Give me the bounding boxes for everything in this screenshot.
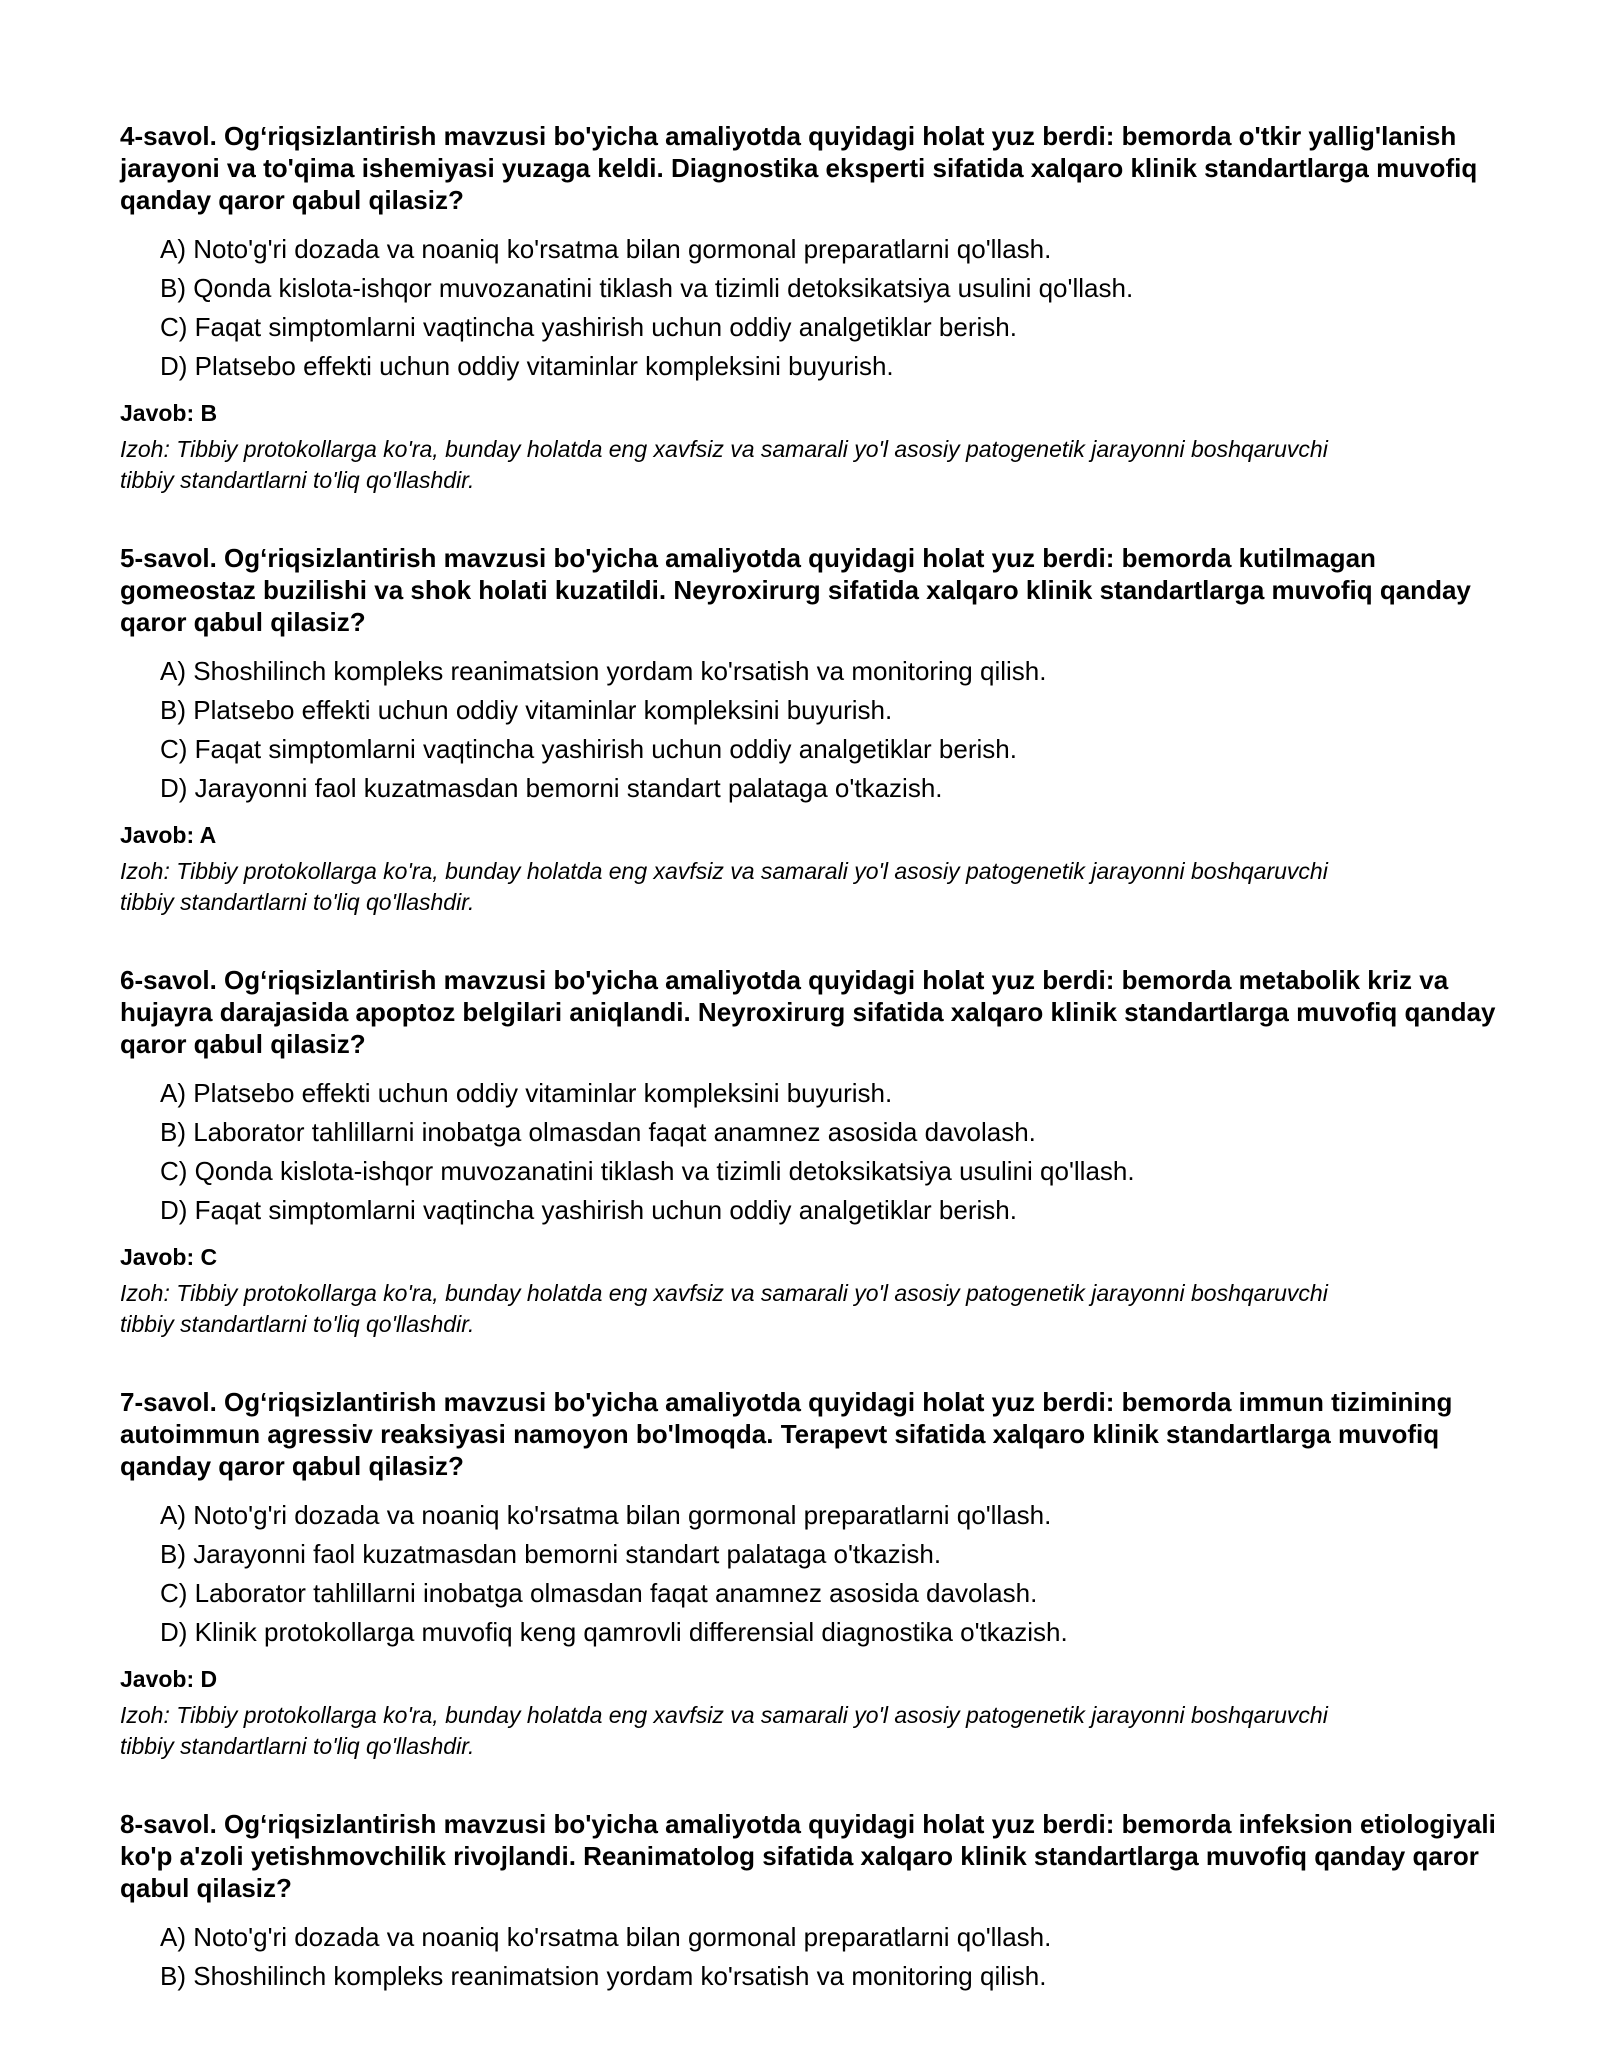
answer: Javob: A — [120, 822, 217, 848]
explanation-note: Izoh: Tibbiy protokollarga ko'ra, bunday holatda eng xavfsiz va samarali yo'l asosiy patogenetik jarayonni boshqaruvchi tibbiy standartlarni to'liq qo'llashdir. — [120, 436, 1328, 493]
option-b: B) Laborator tahlillarni inobatga olmasdan faqat anamnez asosida davolash. — [160, 1117, 1036, 1147]
option-d: D) Faqat simptomlarni vaqtincha yashirish uchun oddiy analgetiklar berish. — [160, 1195, 1017, 1225]
explanation-note: Izoh: Tibbiy protokollarga ko'ra, bunday holatda eng xavfsiz va samarali yo'l asosiy patogenetik jarayonni boshqaruvchi tibbiy standartlarni to'liq qo'llashdir. — [120, 1280, 1328, 1337]
option-list — [120, 652, 1500, 808]
option-a: A) Noto'g'ri dozada va noaniq ko'rsatma bilan gormonal preparatlarni qo'llash. — [160, 1500, 1052, 1530]
question-6 — [120, 964, 1500, 1340]
question-text: 7-savol. Og‘riqsizlantirish mavzusi bo'yicha amaliyotda quyidagi holat yuz berdi: bemorda immun tizimining autoimmun agressiv reaksiyasi namoyon bo'lmoqda. Terapevt sifatida xalqaro klinik standartlarga muvofiq qanday qaror qabul qilasiz? — [120, 1387, 1453, 1481]
explanation-note: Izoh: Tibbiy protokollarga ko'ra, bunday holatda eng xavfsiz va samarali yo'l asosiy patogenetik jarayonni boshqaruvchi tibbiy standartlarni to'liq qo'llashdir. — [120, 858, 1328, 915]
option-a: A) Platsebo effekti uchun oddiy vitaminlar kompleksini buyurish. — [160, 1078, 893, 1108]
option-list — [120, 1496, 1500, 1652]
option-b: B) Jarayonni faol kuzatmasdan bemorni standart palataga o'tkazish. — [160, 1539, 942, 1569]
option-b: B) Shoshilinch kompleks reanimatsion yordam ko'rsatish va monitoring qilish. — [160, 1961, 1047, 1991]
option-d: D) Platsebo effekti uchun oddiy vitaminlar kompleksini buyurish. — [160, 351, 894, 381]
option-a: A) Shoshilinch kompleks reanimatsion yordam ko'rsatish va monitoring qilish. — [160, 656, 1047, 686]
option-list — [120, 1074, 1500, 1230]
question-4 — [120, 120, 1500, 496]
document-page — [120, 120, 1500, 2042]
option-a: A) Noto'g'ri dozada va noaniq ko'rsatma bilan gormonal preparatlarni qo'llash. — [160, 234, 1052, 264]
explanation-note: Izoh: Tibbiy protokollarga ko'ra, bunday holatda eng xavfsiz va samarali yo'l asosiy patogenetik jarayonni boshqaruvchi tibbiy standartlarni to'liq qo'llashdir. — [120, 1702, 1328, 1759]
option-c: C) Faqat simptomlarni vaqtincha yashirish uchun oddiy analgetiklar berish. — [160, 734, 1017, 764]
question-5 — [120, 542, 1500, 918]
option-list — [120, 1918, 1500, 1996]
option-d: D) Jarayonni faol kuzatmasdan bemorni standart palataga o'tkazish. — [160, 773, 943, 803]
answer: Javob: D — [120, 1666, 218, 1692]
question-7 — [120, 1386, 1500, 1762]
option-c: C) Faqat simptomlarni vaqtincha yashirish uchun oddiy analgetiklar berish. — [160, 312, 1017, 342]
question-8 — [120, 1808, 1500, 1996]
option-c: C) Laborator tahlillarni inobatga olmasdan faqat anamnez asosida davolash. — [160, 1578, 1038, 1608]
option-b: B) Qonda kislota-ishqor muvozanatini tiklash va tizimli detoksikatsiya usulini qo'llash. — [160, 273, 1134, 303]
question-text: 6-savol. Og‘riqsizlantirish mavzusi bo'yicha amaliyotda quyidagi holat yuz berdi: bemorda metabolik kriz va hujayra darajasida apoptoz belgilari aniqlandi. Neyroxirurg sifatida xalqaro klinik standartlarga muvofiq qanday qaror qabul qilasiz? — [120, 965, 1496, 1059]
option-d: D) Klinik protokollarga muvofiq keng qamrovli differensial diagnostika o'tkazish. — [160, 1617, 1068, 1647]
question-text: 5-savol. Og‘riqsizlantirish mavzusi bo'yicha amaliyotda quyidagi holat yuz berdi: bemorda kutilmagan gomeostaz buzilishi va shok holati kuzatildi. Neyroxirurg sifatida xalqaro klinik standartlarga muvofiq qanday qaror qabul qilasiz? — [120, 543, 1471, 637]
question-text: 8-savol. Og‘riqsizlantirish mavzusi bo'yicha amaliyotda quyidagi holat yuz berdi: bemorda infeksion etiologiyali ko'p a'zoli yetishmovchilik rivojlandi. Reanimatolog sifatida xalqaro klinik standartlarga muvofiq qanday qaror qabul qilasiz? — [120, 1809, 1496, 1903]
option-list — [120, 230, 1500, 386]
answer: Javob: B — [120, 400, 218, 426]
option-b: B) Platsebo effekti uchun oddiy vitaminlar kompleksini buyurish. — [160, 695, 893, 725]
question-text: 4-savol. Og‘riqsizlantirish mavzusi bo'yicha amaliyotda quyidagi holat yuz berdi: bemorda o'tkir yallig'lanish jarayoni va to'qima ishemiyasi yuzaga keldi. Diagnostika eksperti sifatida xalqaro klinik standartlarga muvofiq qanday qaror qabul qilasiz? — [120, 121, 1478, 215]
option-a: A) Noto'g'ri dozada va noaniq ko'rsatma bilan gormonal preparatlarni qo'llash. — [160, 1922, 1052, 1952]
answer: Javob: C — [120, 1244, 218, 1270]
option-c: C) Qonda kislota-ishqor muvozanatini tiklash va tizimli detoksikatsiya usulini qo'llash. — [160, 1156, 1135, 1186]
